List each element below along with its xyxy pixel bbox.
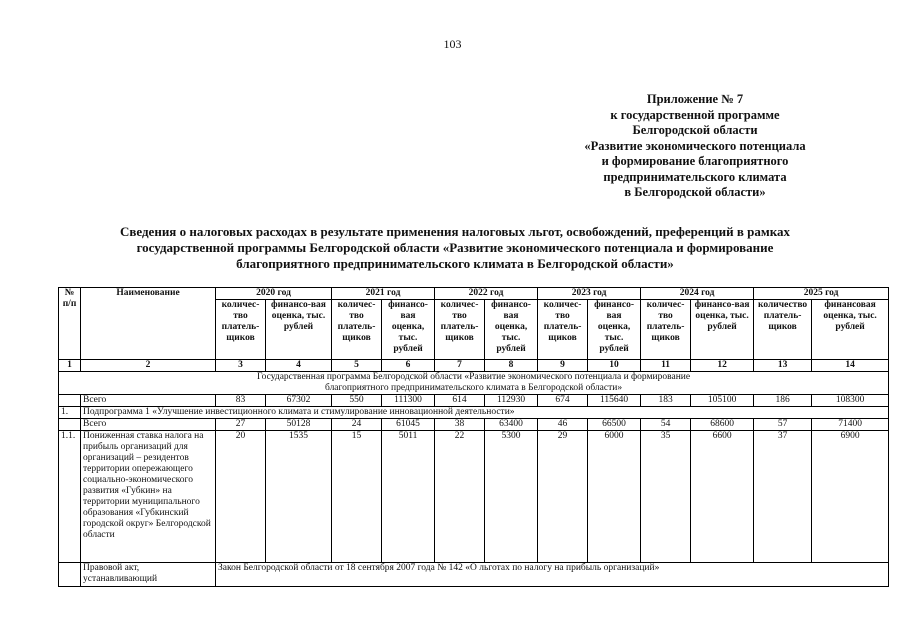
cell-value: 112930 <box>485 395 538 407</box>
cell-value: 5300 <box>485 431 538 563</box>
cell-value: 105100 <box>691 395 754 407</box>
col-number: 8 <box>485 360 538 372</box>
col-number: 10 <box>588 360 641 372</box>
cell-value: 186 <box>754 395 812 407</box>
row-label: Всего <box>81 419 216 431</box>
col-number: 6 <box>382 360 435 372</box>
col-number: 2 <box>81 360 216 372</box>
cell-value: 674 <box>538 395 588 407</box>
cell-value: 6600 <box>691 431 754 563</box>
col-number: 1 <box>59 360 81 372</box>
appendix-line: Приложение № 7 <box>646 92 744 106</box>
cell-value: 54 <box>641 419 691 431</box>
header-count: количес-тво платель-щиков <box>641 300 691 360</box>
cell-value: 5011 <box>382 431 435 563</box>
appendix-caption <box>530 92 860 201</box>
table-row <box>59 431 889 563</box>
cell-value: 61045 <box>382 419 435 431</box>
header-year: 2020 год <box>216 288 332 300</box>
cell-value: 46 <box>538 419 588 431</box>
program-title: Государственная программа Белгородской области «Развитие экономического потенциала и формирование благоприятного предпринимательского климата в Белгородской области» <box>59 372 889 395</box>
cell-value: 71400 <box>812 419 889 431</box>
legal-act-text: Закон Белгородской области от 18 сентября 2007 года № 142 «О льготах по налогу на прибыль организаций» <box>216 563 889 587</box>
header-count: количество платель-щиков <box>754 300 812 360</box>
header-fin: финансо-вая оценка, тыс. рублей <box>382 300 435 360</box>
col-number: 12 <box>691 360 754 372</box>
cell-value: 108300 <box>812 395 889 407</box>
legal-act-row <box>59 563 889 587</box>
header-year: 2025 год <box>754 288 889 300</box>
cell-value: 22 <box>435 431 485 563</box>
cell-value: 67302 <box>266 395 332 407</box>
table-row <box>59 395 889 407</box>
header-count: количес-тво платель-щиков <box>216 300 266 360</box>
page-number: 103 <box>443 37 462 51</box>
cell-value: 50128 <box>266 419 332 431</box>
col-number: 9 <box>538 360 588 372</box>
cell-value: 15 <box>332 431 382 563</box>
col-number: 13 <box>754 360 812 372</box>
cell-value: 614 <box>435 395 485 407</box>
row-label: Всего <box>81 395 216 407</box>
col-number: 4 <box>266 360 332 372</box>
header-no: № п/п <box>59 288 81 360</box>
header-count: количес-тво платель-щиков <box>435 300 485 360</box>
appendix-line: «Развитие экономического потенциала <box>584 138 806 153</box>
row-number: 1. <box>59 407 81 419</box>
title-line: благоприятного предпринимательского климата в Белгородской области» <box>236 256 674 271</box>
cell-value: 29 <box>538 431 588 563</box>
header-count: количес-тво платель-щиков <box>538 300 588 360</box>
title-line: государственной программы Белгородской области «Развитие экономического потенциала и формирование <box>136 240 774 255</box>
header-fin: финансо-вая оценка, тыс. рублей <box>588 300 641 360</box>
cell-value: 111300 <box>382 395 435 407</box>
cell-value: 63400 <box>485 419 538 431</box>
cell-value: 183 <box>641 395 691 407</box>
appendix-line: и формирование благоприятного <box>601 154 789 168</box>
cell-value: 24 <box>332 419 382 431</box>
col-number: 14 <box>812 360 889 372</box>
legal-act-label: Правовой акт, устанавливающий <box>81 563 216 587</box>
cell-value: 35 <box>641 431 691 563</box>
subprogram-row <box>59 407 889 419</box>
title-line: Сведения о налоговых расходах в результате применения налоговых льгот, освобождений, преференций в рамках <box>119 224 791 239</box>
header-fin: финансовая оценка, тыс. рублей <box>812 300 889 360</box>
cell-value: 68600 <box>691 419 754 431</box>
col-number: 5 <box>332 360 382 372</box>
cell-value: 57 <box>754 419 812 431</box>
cell-value: 6000 <box>588 431 641 563</box>
col-number: 11 <box>641 360 691 372</box>
cell-value: 37 <box>754 431 812 563</box>
item-name: Пониженная ставка налога на прибыль организаций для организаций – резидентов территории опережающего социально-экономического развития «Губкин» на территории муниципального образования «Губкинский городской округ» Белгородской области <box>81 431 216 563</box>
subprogram-title: Подпрограмма 1 «Улучшение инвестиционного климата и стимулирование инновационной деятельности» <box>81 407 889 419</box>
header-year: 2023 год <box>538 288 641 300</box>
cell-value: 1535 <box>266 431 332 563</box>
column-numbers-row <box>59 360 889 372</box>
appendix-line: к государственной программе <box>610 107 780 122</box>
cell-value: 27 <box>216 419 266 431</box>
table-row <box>59 419 889 431</box>
cell-value: 38 <box>435 419 485 431</box>
header-name: Наименование <box>81 288 216 360</box>
header-row-years <box>59 288 889 300</box>
cell-value: 20 <box>216 431 266 563</box>
row-number: 1.1. <box>59 431 81 563</box>
header-year: 2022 год <box>435 288 538 300</box>
program-title-row <box>59 372 889 395</box>
appendix-line: в Белгородской области» <box>624 185 766 199</box>
document-title <box>70 224 840 272</box>
header-fin: финансо-вая оценка, тыс. рублей <box>266 300 332 360</box>
cell-value: 83 <box>216 395 266 407</box>
cell-value: 550 <box>332 395 382 407</box>
appendix-line: предпринимательского климата <box>603 169 787 184</box>
header-fin: финансо-вая оценка, тыс. рублей <box>485 300 538 360</box>
header-year: 2021 год <box>332 288 435 300</box>
col-number: 7 <box>435 360 485 372</box>
header-year: 2024 год <box>641 288 754 300</box>
col-number: 3 <box>216 360 266 372</box>
header-count: количес-тво платель-щиков <box>332 300 382 360</box>
cell-value: 115640 <box>588 395 641 407</box>
cell-value: 66500 <box>588 419 641 431</box>
tax-expenditures-table <box>58 287 889 587</box>
header-fin: финансо-вая оценка, тыс. рублей <box>691 300 754 360</box>
cell-value: 6900 <box>812 431 889 563</box>
appendix-line: Белгородской области <box>632 123 758 137</box>
